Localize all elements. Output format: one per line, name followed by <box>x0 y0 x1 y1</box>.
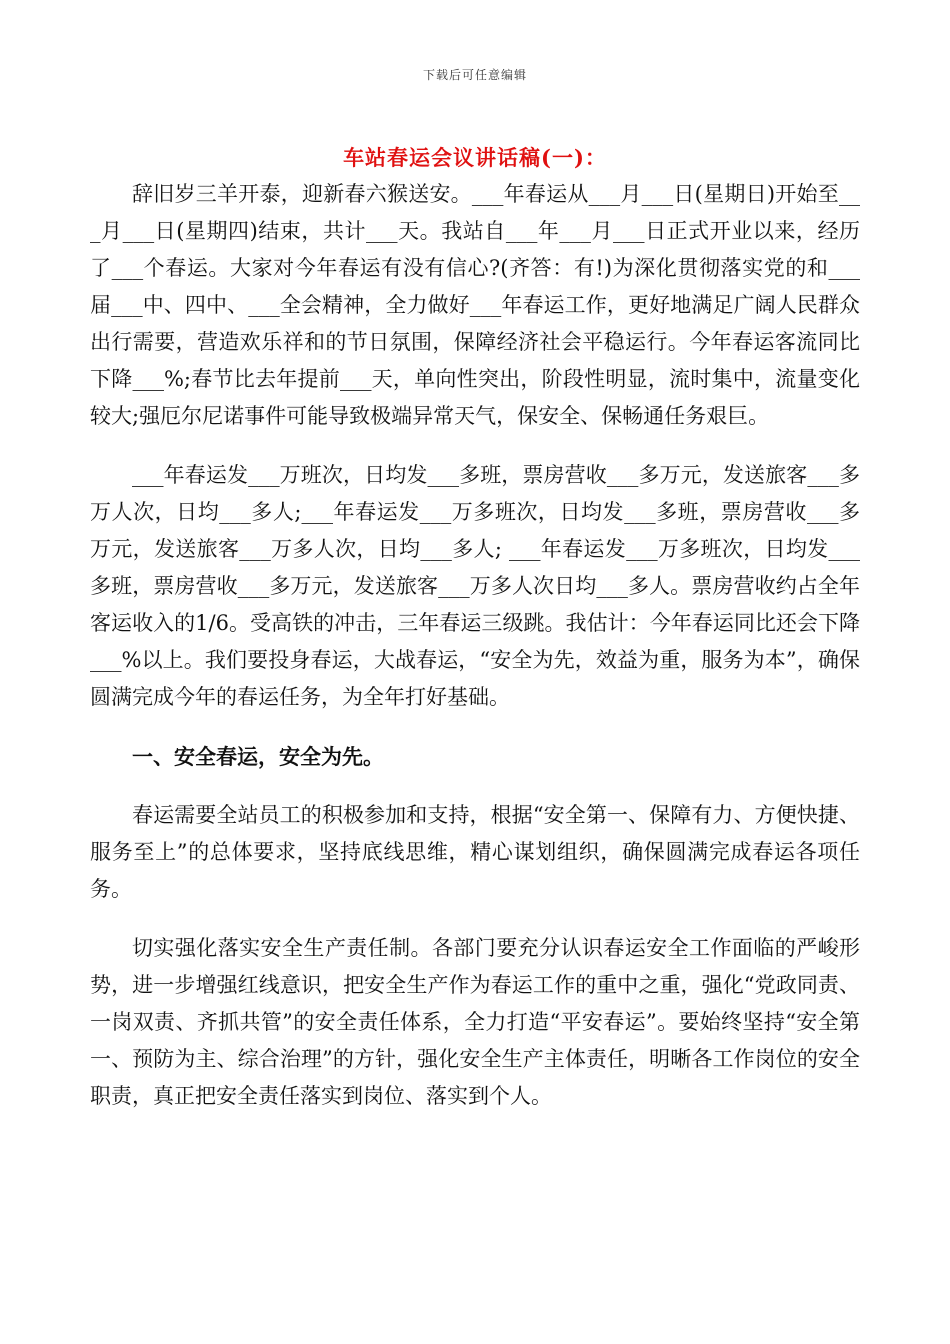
body-paragraph: ___年春运发___万班次，日均发___多班，票房营收___多万元，发送旅客___多万人次，日均___多人;___年春运发___万多班次，日均发___多班，票房营收___多万元，发送旅客___万多人次，日均___多人; ___年春运发___万多班次，日均发___多班，票房营收___多万元，发送旅客___万多人次日均___多人。票房营收约占全年客运收入的1/6。受高铁的冲击，三年春运三级跳。我估计：今年春运同比还会下降___%以上。我们要投身春运，大战春运，“安全为先，效益为重，服务为本”，确保圆满完成今年的春运任务，为全年打好基础。 <box>90 463 860 709</box>
header-note: 下载后可任意编辑 <box>422 68 527 82</box>
section-heading: 一、安全春运，安全为先。 <box>132 744 384 769</box>
document-body <box>90 176 860 1137</box>
section-paragraph: 春运需要全站员工的积极参加和支持，根据“安全第一、保障有力、方便快捷、服务至上”的总体要求，坚持底线思维，精心谋划组织，确保圆满完成春运各项任务。 <box>90 803 860 901</box>
body-paragraph: 辞旧岁三羊开泰，迎新春六猴送安。___年春运从___月___日(星期日)开始至___月___日(星期四)结束，共计___天。我站自___年___月___日正式开业以来，经历了___个春运。大家对今年春运有没有信心?(齐答：有!)为深化贯彻落实党的和___届___中、四中、___全会精神，全力做好___年春运工作，更好地满足广阔人民群众出行需要，营造欢乐祥和的节日氛围，保障经济社会平稳运行。今年春运客流同比下降___%;春节比去年提前___天，单向性突出，阶段性明显，流时集中，流量变化较大;强厄尔尼诺事件可能导致极端异常天气，保安全、保畅通任务艰巨。 <box>90 182 860 428</box>
section-paragraph: 切实强化落实安全生产责任制。各部门要充分认识春运安全工作面临的严峻形势，进一步增强红线意识，把安全生产作为春运工作的重中之重，强化“党政同责、一岗双责、齐抓共管”的安全责任体系，全力打造“平安春运”。要始终坚持“安全第一、预防为主、综合治理”的方针，强化安全生产主体责任，明晰各工作岗位的安全职责，真正把安全责任落实到岗位、落实到个人。 <box>90 936 860 1108</box>
document-title: 车站春运会议讲话稿(一)： <box>343 145 607 170</box>
